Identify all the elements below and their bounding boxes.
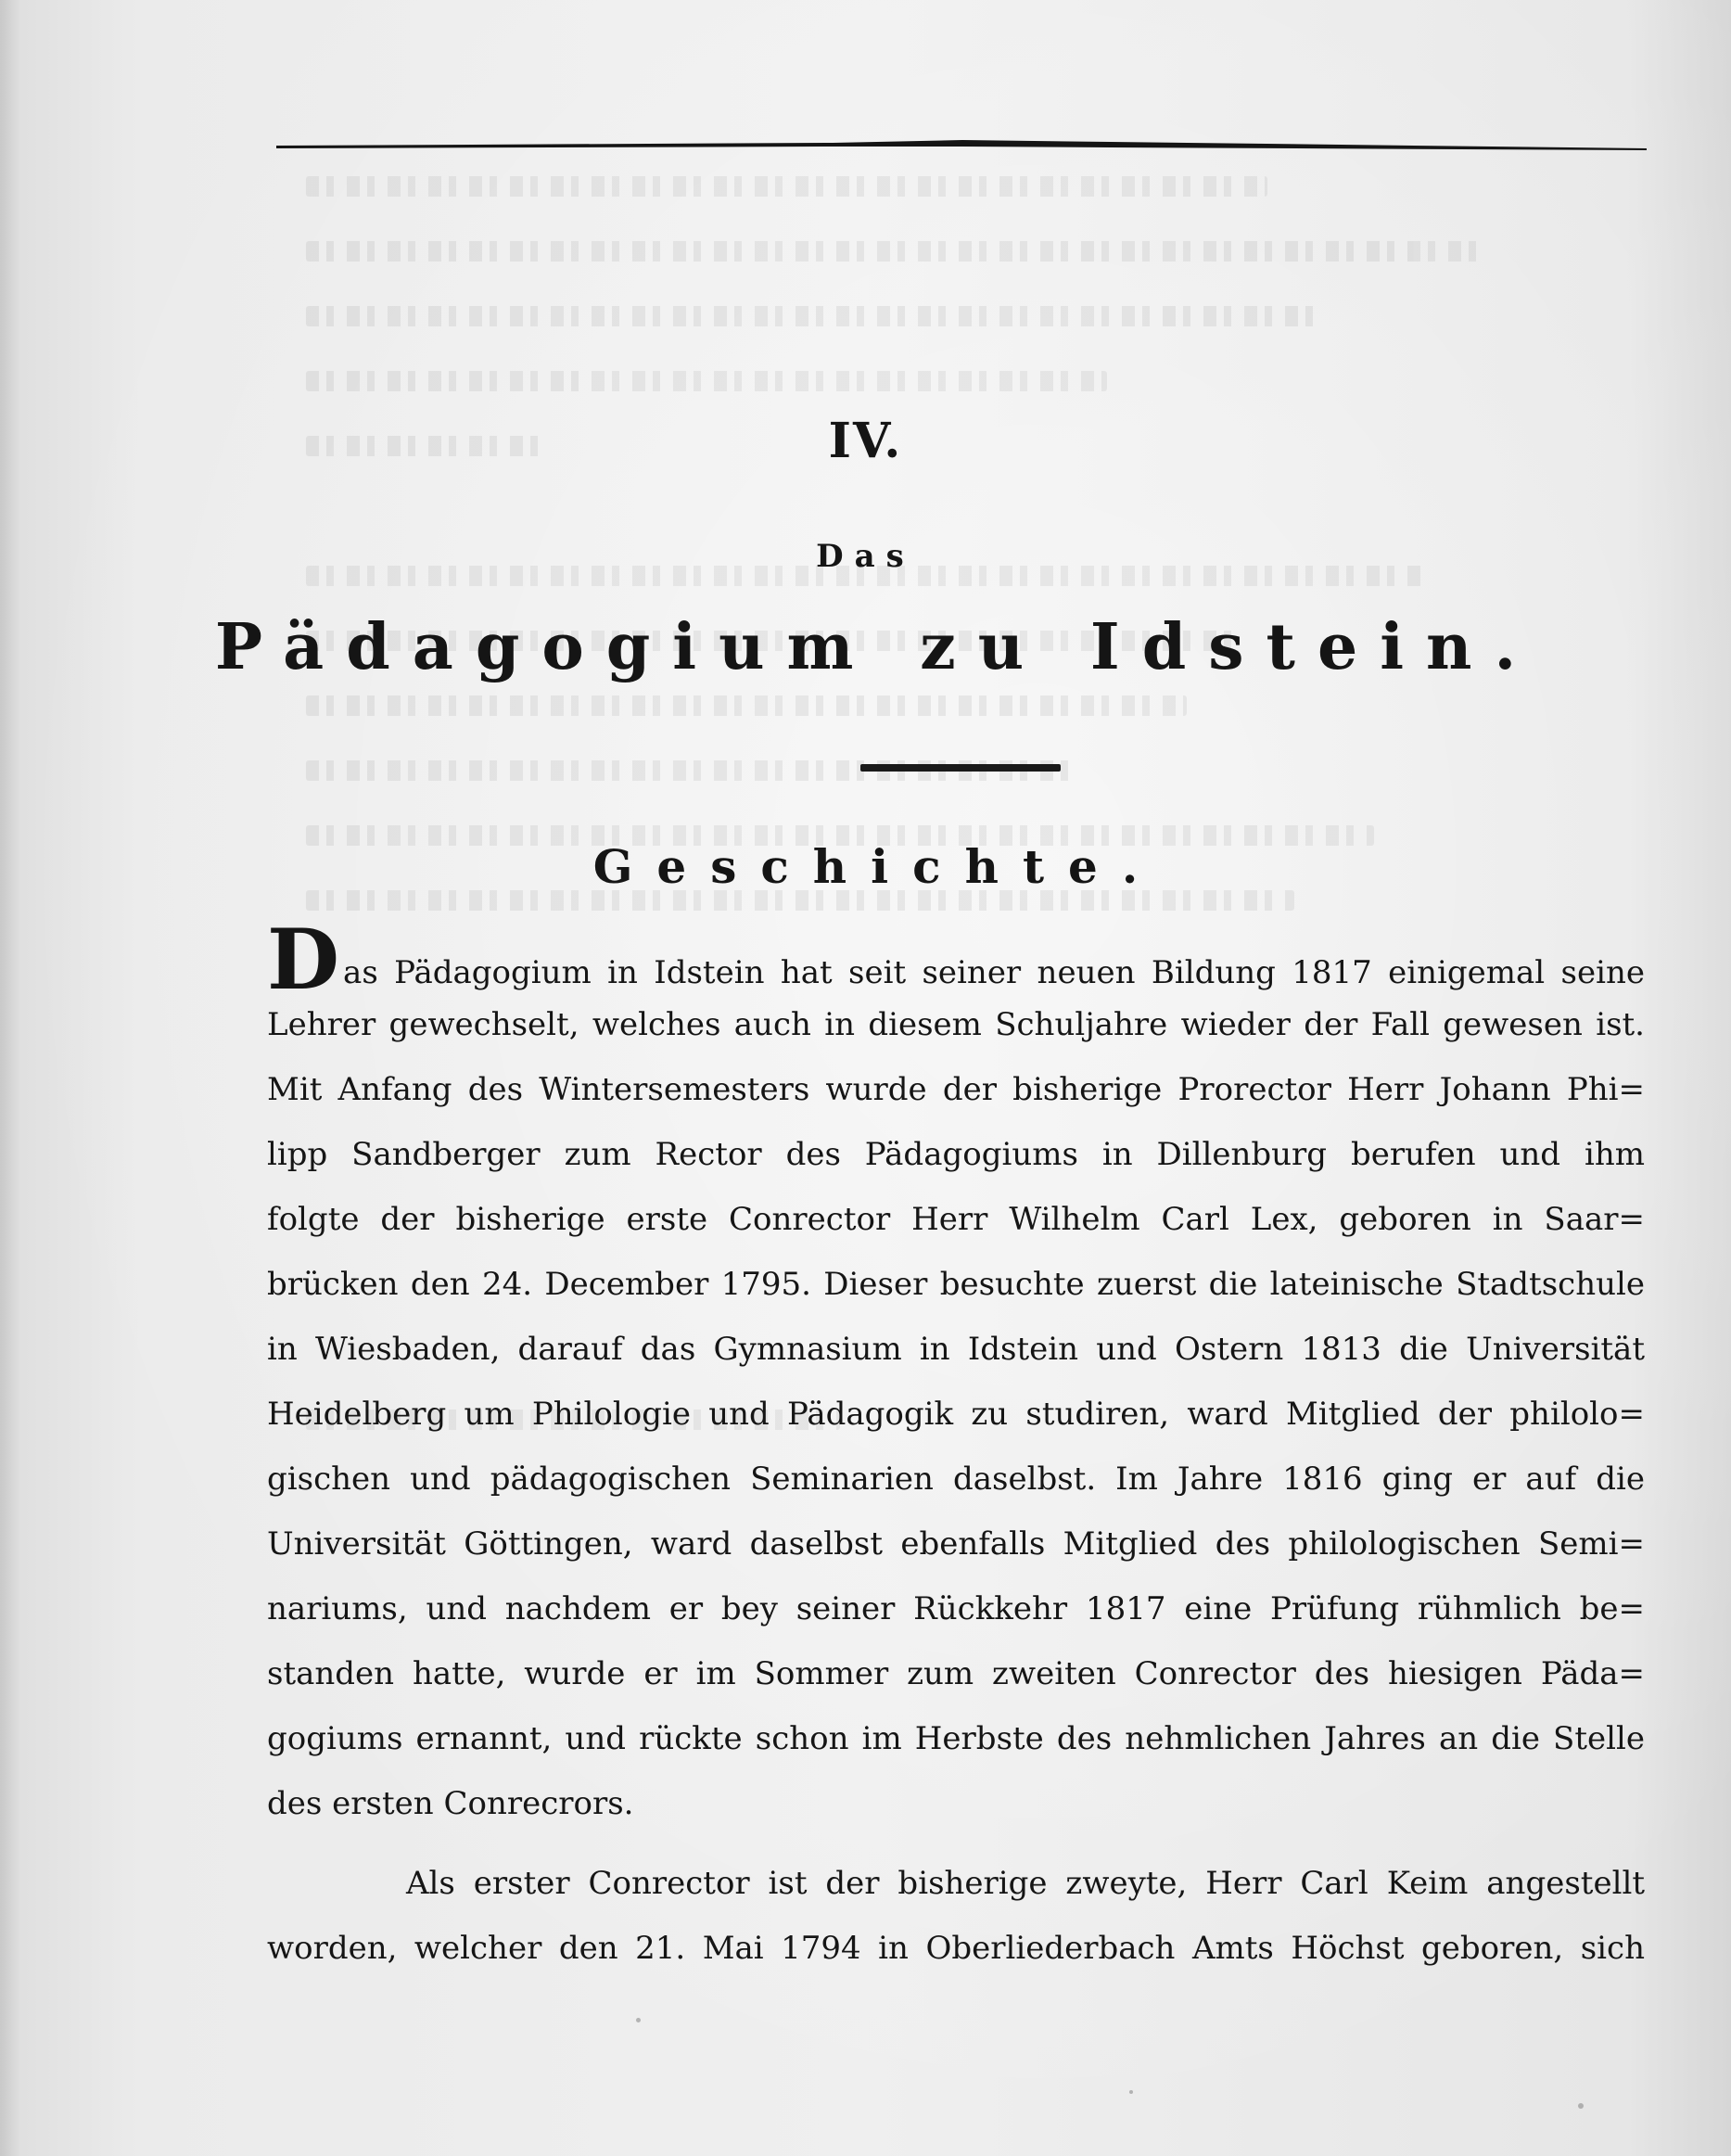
text-line: Heidelberg um Philologie und Pädagogik zu studiren, ward Mitglied der philolo=: [267, 1396, 1645, 1433]
text-line: nariums, und nachdem er bey seiner Rückkehr 1817 eine Prüfung rühmlich be=: [267, 1590, 1645, 1627]
title-divider: [860, 764, 1061, 772]
text-line: Mit Anfang des Wintersemesters wurde der bisherige Prorector Herr Johann Phi=: [267, 1071, 1645, 1108]
text-line: Universität Göttingen, ward daselbst ebenfalls Mitglied des philologischen Semi=: [267, 1525, 1645, 1563]
text-line: des ersten Conrecrors.: [267, 1785, 634, 1822]
text-line: Das Pädagogium in Idstein hat seit seiner neuen Bildung 1817 einigemal seine: [267, 911, 1645, 1009]
text-line: gischen und pädagogischen Seminarien daselbst. Im Jahre 1816 ging er auf die: [267, 1461, 1645, 1498]
paragraph-2: [267, 1851, 1645, 1981]
paragraph-1: [267, 911, 1645, 1836]
page-title: Pädagogium zu Idstein.: [214, 610, 1539, 684]
text-line: standen hatte, wurde er im Sommer zum zweiten Conrector des hiesigen Päda=: [267, 1655, 1645, 1692]
text-line: in Wiesbaden, darauf das Gymnasium in Idstein und Ostern 1813 die Universität: [267, 1331, 1645, 1368]
title-article: Das: [816, 538, 915, 575]
text-line: worden, welcher den 21. Mai 1794 in Oberliederbach Amts Höchst geboren, sich: [267, 1930, 1645, 1967]
header-rule: [276, 137, 1647, 156]
text-line: folgte der bisherige erste Conrector Herr Wilhelm Carl Lex, geboren in Saar=: [267, 1201, 1645, 1238]
chapter-number: IV.: [828, 413, 903, 469]
page-edge-shadow: [0, 0, 20, 2156]
text-line: Als erster Conrector ist der bisherige zweyte, Herr Carl Keim angestellt: [406, 1865, 1645, 1902]
body-text: [267, 911, 1645, 1981]
text-line: gogiums ernannt, und rückte schon im Herbste des nehmlichen Jahres an die Stelle: [267, 1720, 1645, 1757]
section-heading: Geschichte.: [592, 839, 1163, 894]
paper-speck: [1129, 2090, 1133, 2094]
text-line: brücken den 24. December 1795. Dieser besuchte zuerst die lateinische Stadtschule: [267, 1266, 1645, 1303]
text-line: Lehrer gewechselt, welches auch in diesem Schuljahre wieder der Fall gewesen ist.: [267, 1006, 1645, 1043]
text-line: lipp Sandberger zum Rector des Pädagogiums in Dillenburg berufen und ihm: [267, 1136, 1645, 1173]
paper-speck: [636, 2018, 641, 2022]
drop-cap: D: [267, 911, 340, 1009]
paper-speck: [1578, 2103, 1584, 2109]
